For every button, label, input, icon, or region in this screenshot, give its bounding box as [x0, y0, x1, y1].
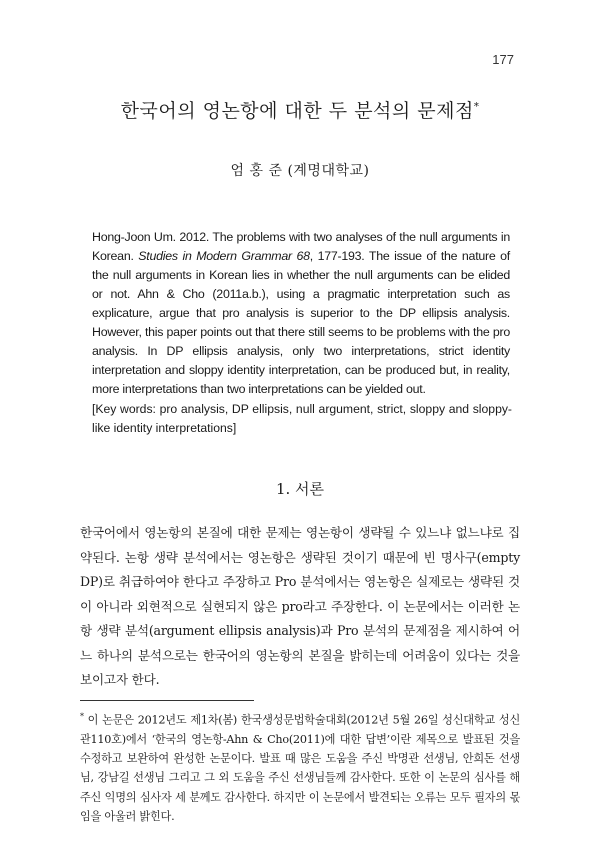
abstract-pages: , 177-193.	[309, 249, 365, 263]
footnote-divider	[80, 700, 254, 701]
paper-title-text: 한국어의 영논항에 대한 두 분석의 문제점	[120, 100, 474, 122]
abstract-journal: Studies in Modern Grammar 68	[138, 249, 310, 263]
paper-title	[0, 96, 600, 123]
abstract	[92, 228, 510, 399]
page-number: 177	[492, 52, 514, 67]
abstract-citation: Hong-Joon Um. 2012. The problems with two analyses of the null arguments in Korean.	[92, 230, 510, 263]
footnote-text: 이 논문은 2012년도 제1차(봄) 한국생성문법학술대회(2012년 5월 26일 성신대학교 성신관110호)에서 ‘한국의 영논항-Ahn & Cho(2011)에 대한 답변’이란 제목으로 발표된 것을 수정하고 보완하여 완성한 논문이다. 발표 때 많은 도움을 주신 박명관 선생님, 안희돈 선생님, 강남길 선생님 그리고 그 외 도움을 주신 선생님들께 감사한다. 또한 이 논문의 심사를 해 주신 익명의 심사자 세 분께도 감사한다. 하지만 이 논문에서 발견되는 오류는 모두 필자의 몫임을 아울러 밝힌다.	[80, 713, 520, 823]
abstract-text: The issue of the nature of the null arguments in Korean lies in whether the null arguments can be elided or not. Ahn & Cho (2011a.b.), using a pragmatic interpretation such as explicature, argue that pro analysis is superior to the DP ellipsis analysis. However, this paper points out that there still seems to be problems with the pro analysis. In DP ellipsis analysis, only two interpretations, strict identity interpretation and sloppy identity interpretation, can be produced but, in reality, more interpretations than two interpretations can be yielded out.	[92, 249, 510, 396]
keywords: [Key words: pro analysis, DP ellipsis, null argument, strict, sloppy and sloppy-like identity interpretations]	[92, 402, 512, 435]
footnote	[80, 707, 520, 826]
section-heading: 1. 서론	[275, 480, 325, 498]
title-footnote-mark: *	[473, 101, 480, 113]
author-line: 엄 홍 준 (계명대학교)	[230, 163, 370, 179]
body-paragraph: 한국어에서 영논항의 본질에 대한 문제는 영논항이 생략될 수 있느냐 없느냐로 집약된다. 논항 생략 분석에서는 영논항은 생략된 것이기 때문에 빈 명사구(empty DP)로 취급하여야 한다고 주장하고 Pro 분석에서는 영논항은 실제로는 생략된 것이 아니라 외현적으로 실현되지 않은 pro라고 주장한다. 이 논문에서는 이러한 논항 생략 분석(argument ellipsis analysis)과 Pro 분석의 문제점을 제시하여 어느 하나의 분석으로는 한국어의 영논항의 본질을 밝히는데 어려움이 있다는 것을 보이고자 한다.	[80, 525, 520, 687]
footnote-mark: *	[80, 712, 84, 721]
